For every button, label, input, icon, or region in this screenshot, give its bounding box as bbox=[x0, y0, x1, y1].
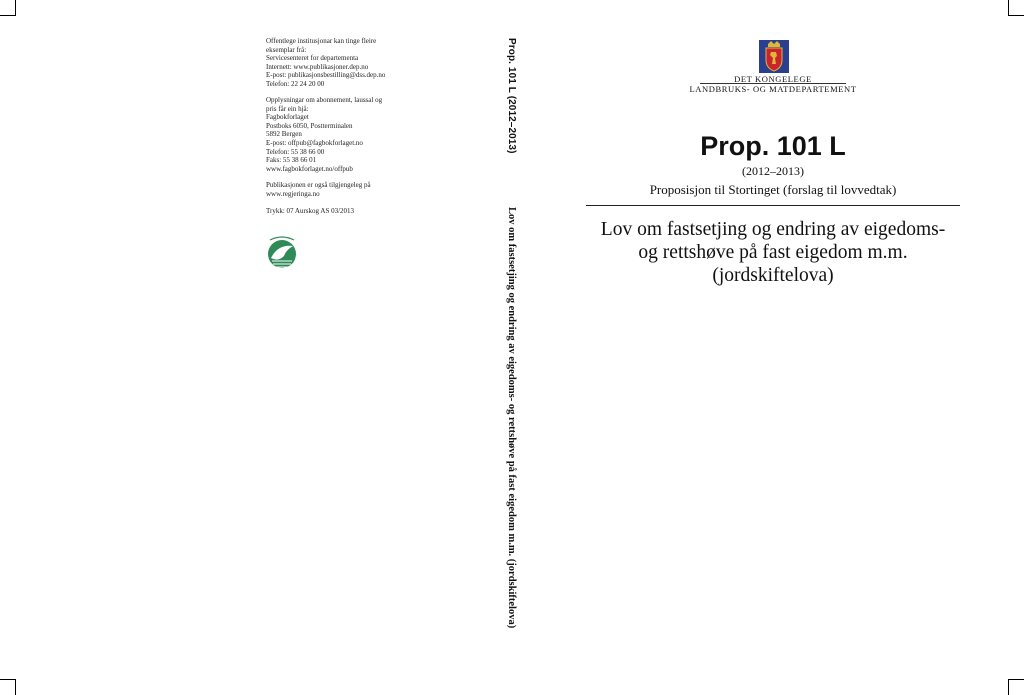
order-line: E-post: publikasjonsbestilling@dss.dep.no bbox=[266, 71, 386, 80]
crop-mark bbox=[15, 679, 16, 695]
crop-mark bbox=[1008, 0, 1009, 16]
subscription-line: www.fagbokforlaget.no/offpub bbox=[266, 164, 353, 173]
subscription-line: Telefon: 55 38 66 00 bbox=[266, 147, 325, 156]
subscription-info bbox=[266, 96, 382, 173]
subscription-line: Postboks 6050, Postterminalen bbox=[266, 121, 353, 130]
spine-prop: Prop. 101 L (2012–2013) bbox=[506, 38, 517, 154]
order-line: Servicesenteret for departementa bbox=[266, 54, 359, 63]
ministry-name-line1: DET KONGELEGE bbox=[734, 74, 812, 84]
order-line: Telefon: 22 24 20 00 bbox=[266, 79, 325, 88]
crop-mark bbox=[1008, 679, 1009, 695]
crop-mark bbox=[15, 0, 16, 16]
order-line: Offentlege institusjonar kan tinge fleire bbox=[266, 37, 377, 45]
order-line: Internett: www.publikasjoner.dep.no bbox=[266, 62, 369, 71]
crop-mark bbox=[0, 15, 16, 16]
crop-mark bbox=[1008, 679, 1024, 680]
subscription-line: 5892 Bergen bbox=[266, 130, 302, 139]
law-title-line: (jordskiftelova) bbox=[712, 265, 834, 286]
web-line: www.regjeringa.no bbox=[266, 189, 320, 198]
print-line: Trykk: 07 Aurskog AS 03/2013 bbox=[266, 207, 355, 215]
royal-coat-of-arms-icon bbox=[758, 38, 790, 74]
subscription-line: Fagbokforlaget bbox=[266, 113, 309, 122]
law-title-line: og rettshøve på fast eigedom m.m. bbox=[638, 242, 908, 263]
nordic-ecolabel-icon bbox=[266, 234, 298, 270]
subscription-line: Faks: 55 38 66 01 bbox=[266, 156, 317, 165]
spine-title: Lov om fastsetjing og endring av eigedoms- og rettshøve på fast eigedom m.m. (jordskiftelova) bbox=[506, 207, 517, 629]
crop-mark bbox=[0, 679, 16, 680]
order-line: eksemplar frå: bbox=[266, 45, 307, 54]
title-divider bbox=[586, 205, 960, 206]
session-years: (2012–2013) bbox=[742, 164, 804, 178]
proposition-subtitle: Proposisjon til Stortinget (forslag til lovvedtak) bbox=[649, 182, 897, 197]
ministry-name-line2: LANDBRUKS- OG MATDEPARTEMENT bbox=[689, 84, 857, 94]
law-title-line: Lov om fastsetjing og endring av eigedoms- bbox=[600, 219, 946, 240]
web-info bbox=[266, 181, 371, 198]
law-title bbox=[576, 218, 970, 287]
print-info bbox=[266, 207, 354, 216]
subscription-line: E-post: offpub@fagbokforlaget.no bbox=[266, 138, 363, 147]
subscription-line: Opplysningar om abonnement, laussal og bbox=[266, 96, 383, 104]
prop-title: Prop. 101 L bbox=[700, 131, 846, 161]
crop-mark bbox=[1008, 15, 1024, 16]
order-info bbox=[266, 37, 385, 89]
web-line: Publikasjonen er også tilgjengeleg på bbox=[266, 181, 371, 189]
subscription-line: pris får ein hjå: bbox=[266, 104, 309, 113]
